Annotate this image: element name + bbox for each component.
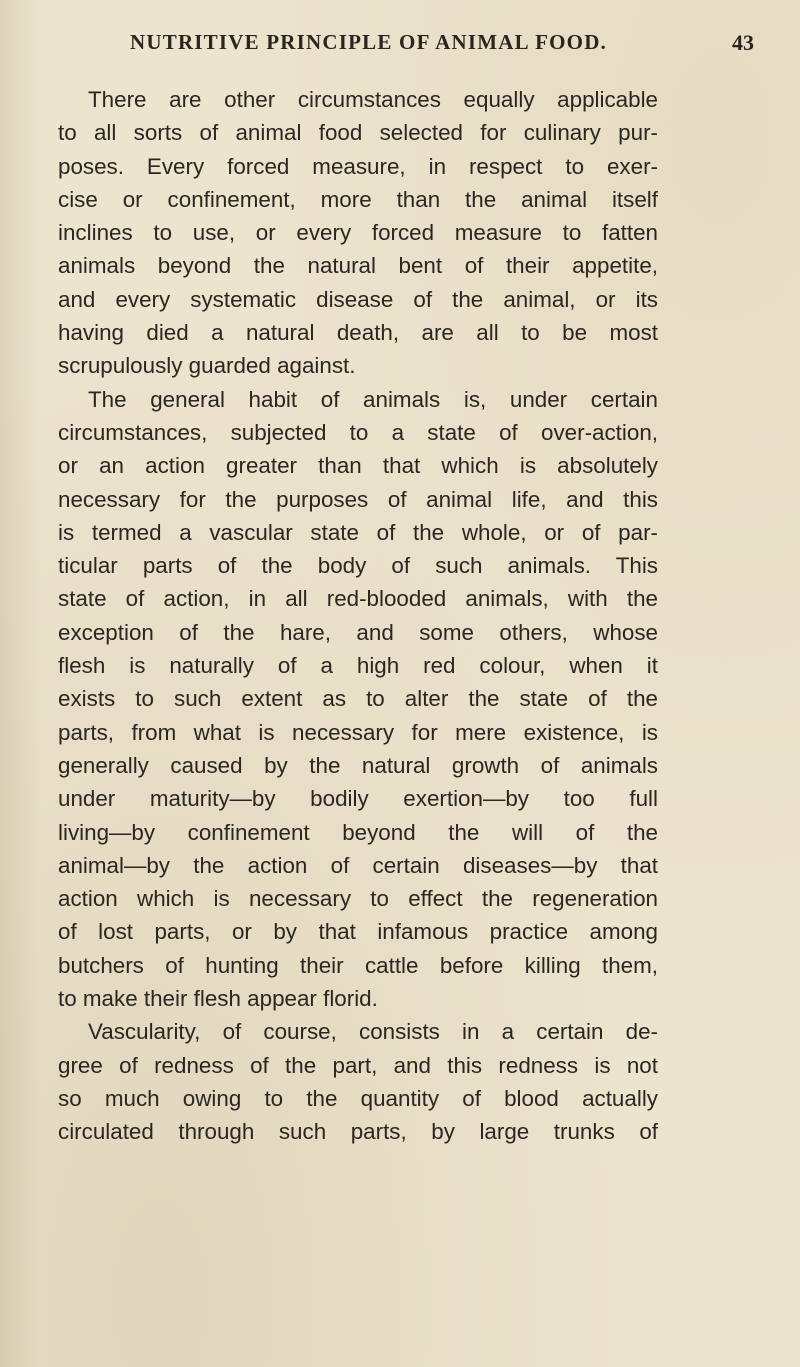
text-line: to all sorts of animal food selected for culinary pur-	[58, 120, 658, 146]
text-line: animal—by the action of certain diseases—by that	[58, 852, 658, 878]
text-line: of lost parts, or by that infamous practice among	[58, 919, 658, 945]
running-title: NUTRITIVE PRINCIPLE OF ANIMAL FOOD.	[130, 30, 608, 54]
text-line: poses. Every forced measure, in respect to exer-	[58, 153, 658, 179]
text-line: Vascularity, of course, consists in a certain de-	[88, 1019, 658, 1045]
text-line: gree of redness of the part, and this redness is not	[58, 1052, 658, 1078]
text-line: or an action greater than that which is absolutely	[58, 453, 658, 479]
text-line: scrupulously guarded against.	[58, 353, 356, 379]
text-line: There are other circumstances equally applicable	[88, 87, 658, 112]
text-line: cise or confinement, more than the animal itself	[58, 186, 658, 212]
text-line: exists to such extent as to alter the state of the	[58, 686, 658, 712]
body-text	[58, 83, 658, 1149]
text-line: animals beyond the natural bent of their appetite,	[58, 253, 658, 279]
text-line: circumstances, subjected to a state of over-action,	[58, 419, 658, 445]
text-line: action which is necessary to effect the regeneration	[58, 886, 658, 912]
text-line: so much owing to the quantity of blood actually	[58, 1085, 658, 1111]
text-line: butchers of hunting their cattle before killing them,	[58, 952, 658, 978]
text-line: circulated through such parts, by large trunks of	[58, 1119, 658, 1145]
text-line: inclines to use, or every forced measure to fatten	[58, 220, 658, 246]
text-line: The general habit of animals is, under certain	[88, 386, 658, 412]
text-line: having died a natural death, are all to be most	[58, 320, 658, 346]
text-line: living—by confinement beyond the will of the	[58, 819, 658, 845]
text-line: and every systematic disease of the animal, or its	[58, 286, 658, 312]
text-line: exception of the hare, and some others, whose	[58, 619, 658, 645]
text-line: generally caused by the natural growth of animals	[58, 752, 658, 778]
text-line: ticular parts of the body of such animals. This	[58, 553, 658, 579]
text-line: parts, from what is necessary for mere existence, is	[58, 719, 658, 745]
running-head	[90, 30, 754, 60]
text-line: flesh is naturally of a high red colour, when it	[58, 653, 658, 679]
text-line: to make their flesh appear florid.	[58, 986, 378, 1012]
text-line: under maturity—by bodily exertion—by too full	[58, 786, 658, 812]
text-line: state of action, in all red-blooded animals, with the	[58, 586, 658, 612]
page-number: 43	[732, 30, 754, 55]
text-line: necessary for the purposes of animal life, and this	[58, 486, 658, 512]
text-line: is termed a vascular state of the whole, or of par-	[58, 519, 658, 545]
